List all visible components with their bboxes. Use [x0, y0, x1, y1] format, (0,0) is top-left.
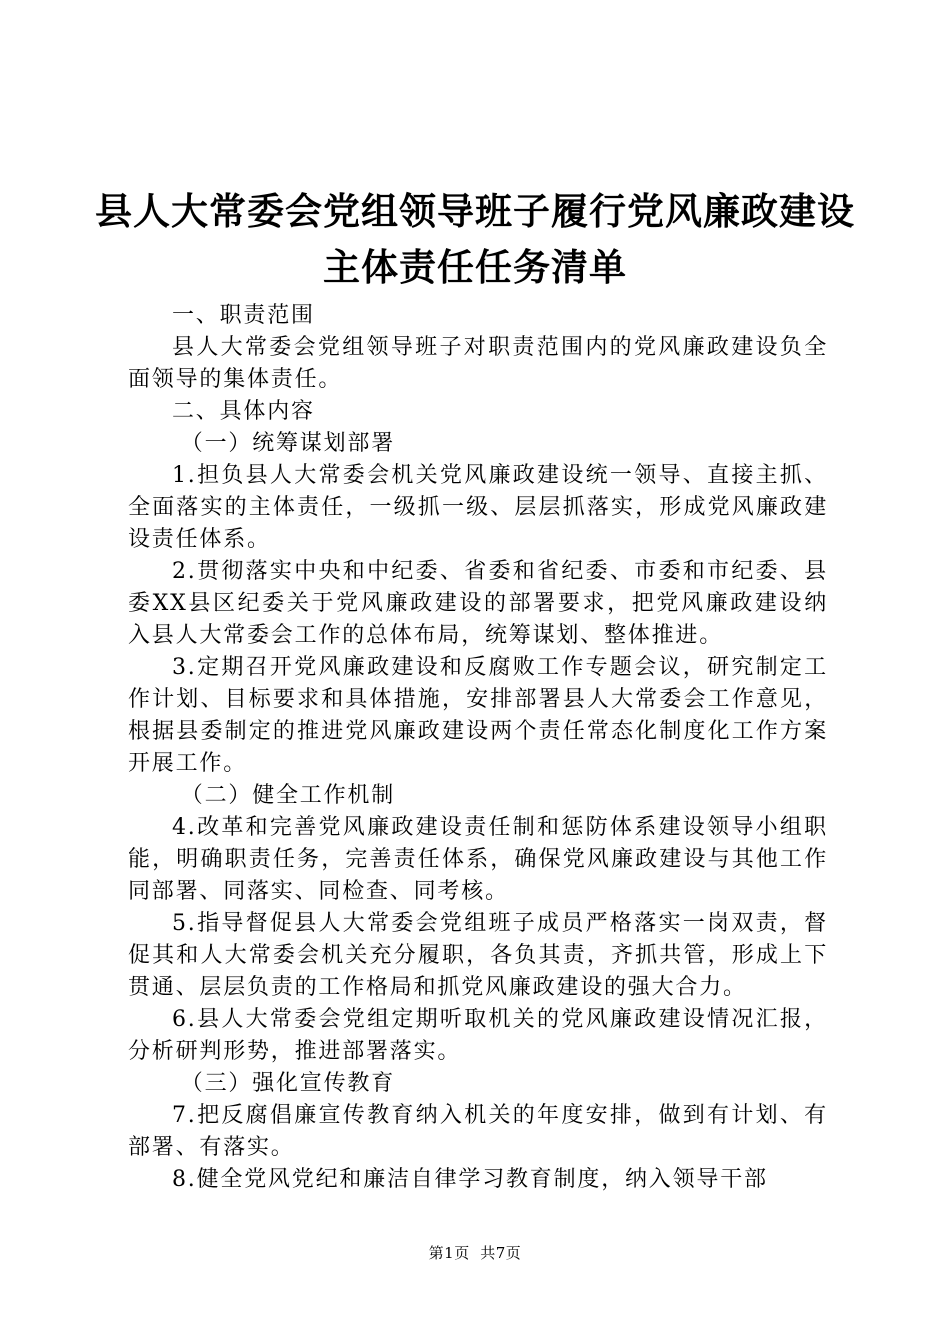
paragraph: 2.贯彻落实中央和中纪委、省委和省纪委、市委和市纪委、县委XX县区纪委关于党风廉政建设的部署要求，把党风廉政建设纳入县人大常委会工作的总体布局，统筹谋划、整体推进。 — [128, 559, 828, 648]
paragraph: 4.改革和完善党风廉政建设责任制和惩防体系建设领导小组职能，明确职责任务，完善责任体系，确保党风廉政建设与其他工作同部署、同落实、同检查、同考核。 — [128, 815, 828, 904]
paragraph: 8.健全党风党纪和廉洁自律学习教育制度，纳入领导干部 — [172, 1167, 768, 1192]
page-total: 共7页 — [480, 1244, 522, 1262]
subsection-heading: （三）强化宣传教育 — [180, 1071, 395, 1096]
document-title-line-2: 主体责任任务清单 — [323, 246, 627, 289]
paragraph: 1.担负县人大常委会机关党风廉政建设统一领导、直接主抓、全面落实的主体责任，一级抓一级、层层抓落实，形成党风廉政建设责任体系。 — [128, 463, 828, 552]
page-footer — [0, 1243, 950, 1263]
paragraph: 6.县人大常委会党组定期听取机关的党风廉政建设情况汇报，分析研判形势，推进部署落实。 — [128, 1007, 828, 1064]
subsection-heading: （二）健全工作机制 — [180, 783, 395, 808]
page-number: 第1页 — [428, 1244, 470, 1262]
subsection-heading: （一）统筹谋划部署 — [180, 431, 395, 456]
paragraph: 5.指导督促县人大常委会党组班子成员严格落实一岗双责，督促其和人大常委会机关充分履职，各负其责，齐抓共管，形成上下贯通、层层负责的工作格局和抓党风廉政建设的强大合力。 — [128, 911, 828, 1000]
document-title-line-1: 县人大常委会党组领导班子履行党风廉政建设 — [95, 190, 855, 233]
section-heading: 一、职责范围 — [172, 303, 315, 328]
paragraph: 3.定期召开党风廉政建设和反腐败工作专题会议，研究制定工作计划、目标要求和具体措施，安排部署县人大常委会工作意见，根据县委制定的推进党风廉政建设两个责任常态化制度化工作方案开展工作。 — [128, 655, 828, 776]
document-body — [128, 300, 828, 1196]
paragraph: 县人大常委会党组领导班子对职责范围内的党风廉政建设负全面领导的集体责任。 — [128, 335, 828, 392]
paragraph: 7.把反腐倡廉宣传教育纳入机关的年度安排，做到有计划、有部署、有落实。 — [128, 1103, 828, 1160]
section-heading: 二、具体内容 — [172, 399, 315, 424]
